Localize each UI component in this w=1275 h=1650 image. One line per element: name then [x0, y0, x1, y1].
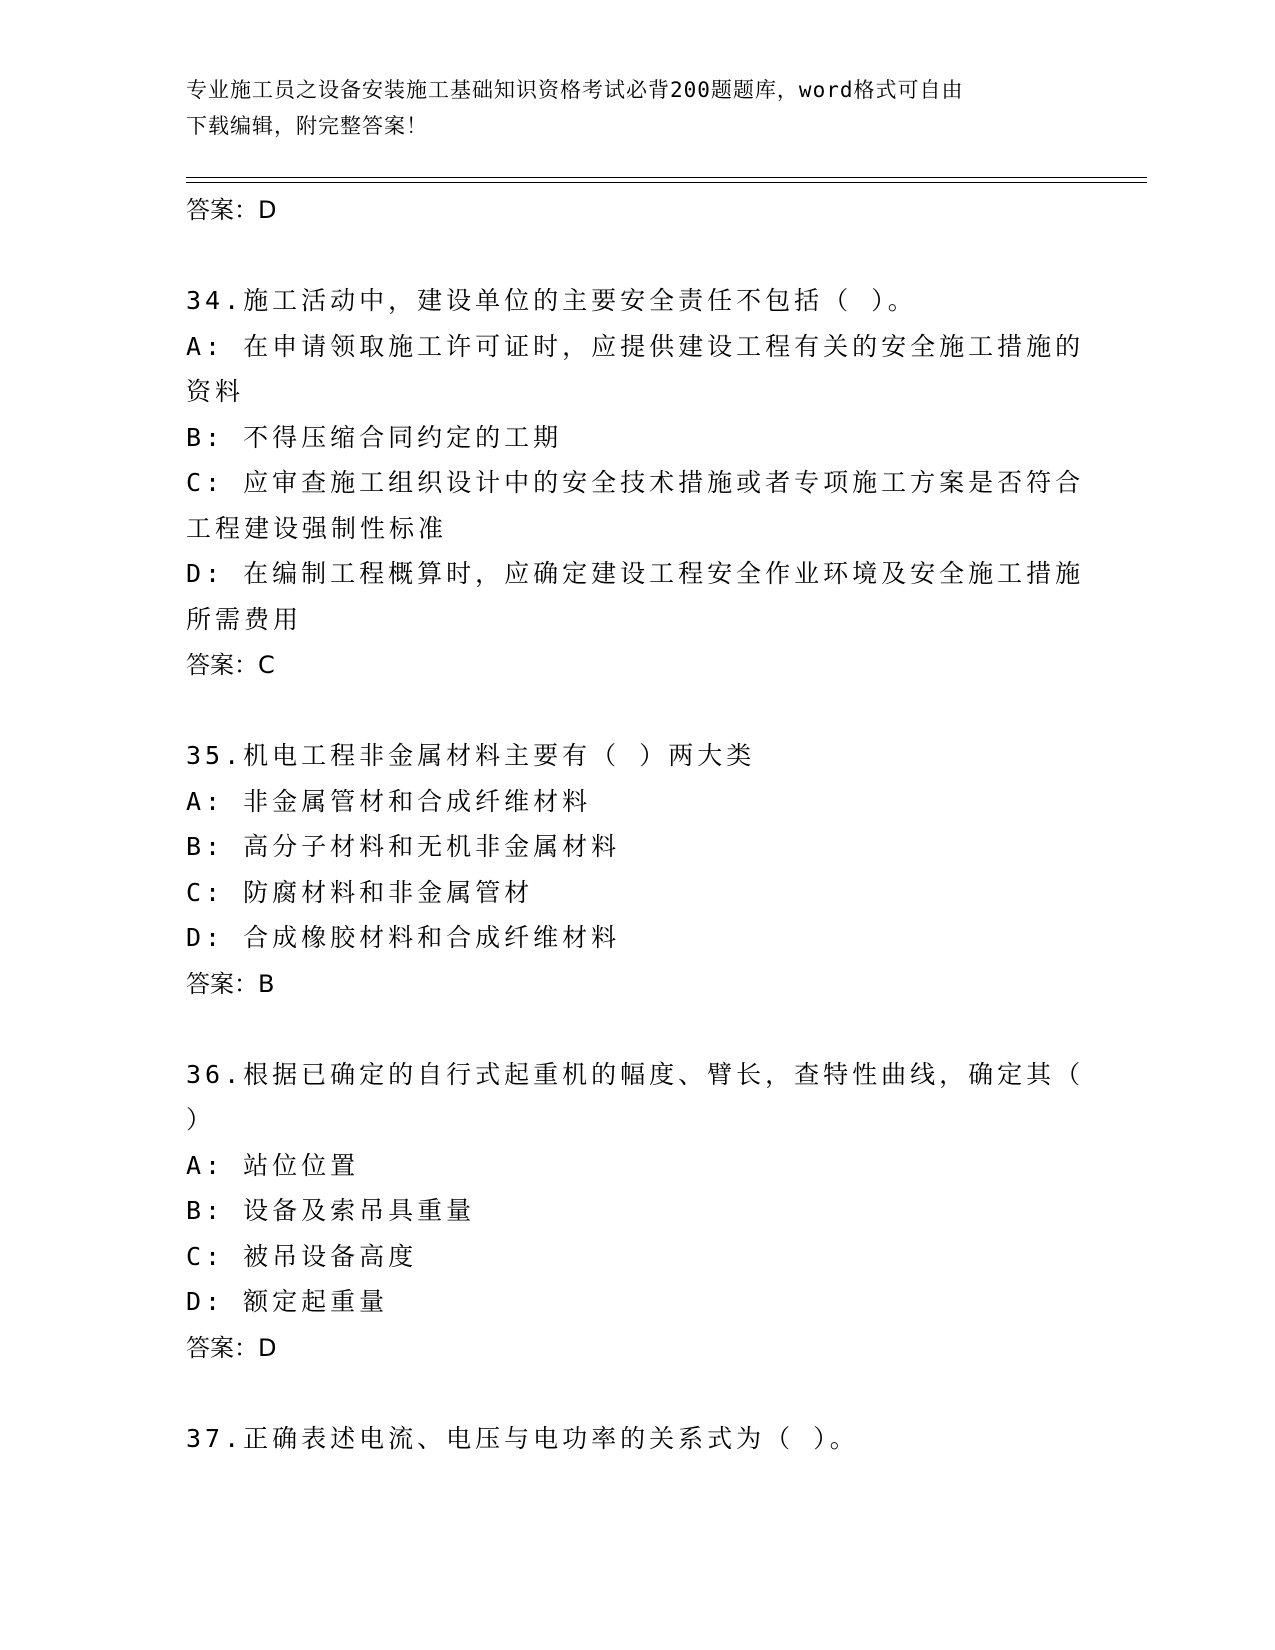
option-a: A: 在申请领取施工许可证时，应提供建设工程有关的安全施工措施的 — [186, 331, 1085, 361]
answer-prev: 答案：D — [186, 196, 277, 224]
option-a: A: 非金属管材和合成纤维材料 — [186, 786, 592, 816]
answer-35: 答案：B — [186, 969, 275, 998]
header-rule-bottom — [186, 182, 1147, 183]
option-d: D: 额定起重量 — [186, 1287, 389, 1316]
option-a: A: 站位位置 — [186, 1150, 360, 1180]
question-list — [186, 187, 1086, 1461]
option-c-cont: 工程建设强制性标准 — [186, 513, 448, 543]
answer-34: 答案：C — [186, 651, 275, 679]
question-37 — [186, 1416, 1086, 1462]
option-b: B: 不得压缩合同约定的工期 — [186, 422, 563, 452]
page-header — [186, 72, 1086, 144]
question-34 — [186, 278, 1086, 687]
option-b: B: 设备及索吊具重量 — [186, 1196, 476, 1225]
question-35 — [186, 733, 1086, 1006]
option-b: B: 高分子材料和无机非金属材料 — [186, 832, 621, 861]
question-36 — [186, 1052, 1086, 1370]
header-rule-top — [186, 177, 1147, 178]
spacer — [186, 1006, 1086, 1052]
header-line-2: 下载编辑，附完整答案！ — [186, 114, 428, 138]
question-stem: 36.根据已确定的自行式起重机的幅度、臂长，查特性曲线，确定其（ — [186, 1059, 1085, 1089]
header-line-1: 专业施工员之设备安装施工基础知识资格考试必背200题题库，word格式可自由 — [186, 78, 964, 102]
option-a-cont: 资料 — [186, 377, 245, 406]
option-d-cont: 所需费用 — [186, 604, 303, 634]
question-stem: 37.正确表述电流、电压与电功率的关系式为（ ）。 — [186, 1423, 859, 1453]
option-c: C: 被吊设备高度 — [186, 1241, 418, 1271]
question-stem-cont: ） — [186, 1105, 216, 1134]
spacer — [186, 232, 1086, 278]
option-c: C: 应审查施工组织设计中的安全技术措施或者专项施工方案是否符合 — [186, 468, 1085, 497]
spacer — [186, 1370, 1086, 1416]
answer-36: 答案：D — [186, 1333, 277, 1362]
spacer — [186, 687, 1086, 733]
question-stem: 34.施工活动中，建设单位的主要安全责任不包括（ ）。 — [186, 286, 917, 315]
option-d: D: 在编制工程概算时，应确定建设工程安全作业环境及安全施工措施 — [186, 559, 1085, 588]
question-stem: 35.机电工程非金属材料主要有（ ）两大类 — [186, 741, 756, 770]
option-d: D: 合成橡胶材料和合成纤维材料 — [186, 923, 621, 952]
option-c: C: 防腐材料和非金属管材 — [186, 877, 534, 907]
